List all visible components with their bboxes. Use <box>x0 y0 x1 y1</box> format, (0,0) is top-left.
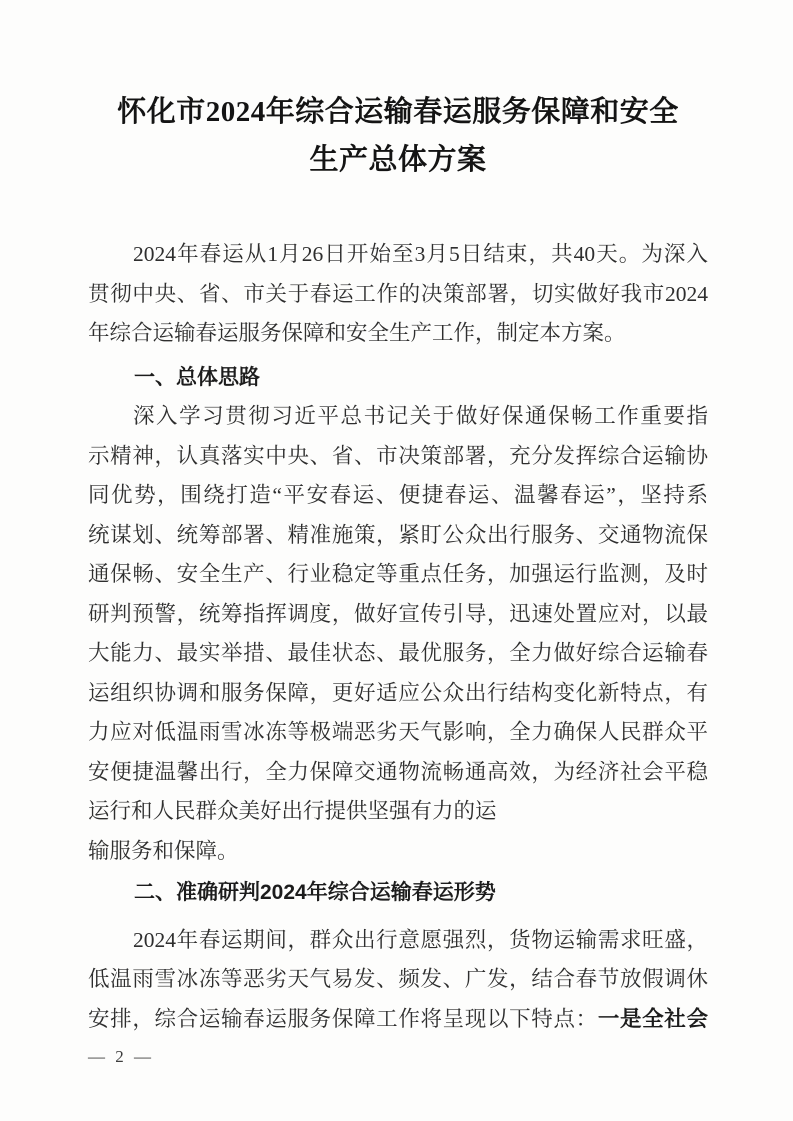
paragraph-line: 统谋划、统筹部署、精准施策，紧盯公众出行服务、交通物流保 <box>88 522 708 547</box>
document-title-line-2: 生产总体方案 <box>309 144 487 176</box>
paragraph-line: 低温雨雪冰冻等恶劣天气易发、频发、广发，结合春节放假调休 <box>88 967 708 991</box>
paragraph-line: 示精神，认真落实中央、省、市决策部署，充分发挥综合运输协 <box>88 443 708 468</box>
paragraph-intro-line: 贯彻中央、省、市关于春运工作的决策部署，切实做好我市2024 <box>88 281 708 306</box>
paragraph-intro <box>88 235 708 354</box>
paragraph-line: 研判预警，统筹指挥调度，做好宣传引导，迅速处置应对，以最 <box>88 601 708 626</box>
section-heading-1: 一、总体思路 <box>134 365 260 389</box>
document-title <box>88 88 708 184</box>
paragraph-overall-approach <box>88 397 708 871</box>
document-title-line-1: 怀化市2024年综合运输春运服务保障和安全 <box>117 96 679 128</box>
paragraph-situation-analysis <box>88 921 708 1040</box>
paragraph-line-normal-run: 安排，综合运输春运服务保障工作将呈现以下特点： <box>88 1006 598 1031</box>
paragraph-intro-line: 年综合运输春运服务保障和安全生产工作，制定本方案。 <box>88 321 626 345</box>
paragraph-line-bold-run: 一是全社会 <box>597 1006 708 1031</box>
section-heading-2: 二、准确研判2024年综合运输春运形势 <box>134 881 496 904</box>
paragraph-intro-line: 2024年春运从1月26日开始至3月5日结束，共40天。为深入 <box>133 242 708 266</box>
document-content <box>88 0 708 1069</box>
paragraph-line: 2024年春运期间，群众出行意愿强烈，货物运输需求旺盛， <box>133 927 708 952</box>
paragraph-line-mixed <box>88 1000 708 1040</box>
paragraph-line: 运组织协调和服务保障，更好适应公众出行结构变化新特点，有 <box>88 680 708 705</box>
paragraph-line: 运行和人民群众美好出行提供坚强有力的运 <box>88 799 497 823</box>
paragraph-line: 输服务和保障。 <box>88 838 239 863</box>
paragraph-line: 安便捷温馨出行，全力保障交通物流畅通高效，为经济社会平稳 <box>88 759 708 784</box>
paragraph-line: 深入学习贯彻习近平总书记关于做好保通保畅工作重要指 <box>133 404 708 428</box>
paragraph-line: 大能力、最实举措、最佳状态、最优服务，全力做好综合运输春 <box>88 641 708 665</box>
paragraph-line: 通保畅、安全生产、行业稳定等重点任务，加强运行监测，及时 <box>88 562 708 586</box>
paragraph-line: 力应对低温雨雪冰冻等极端恶劣天气影响，全力确保人民群众平 <box>88 720 708 744</box>
page-number: — 2 — <box>88 1047 154 1066</box>
paragraph-line: 同优势，围绕打造“平安春运、便捷春运、温馨春运”，坚持系 <box>88 483 708 507</box>
